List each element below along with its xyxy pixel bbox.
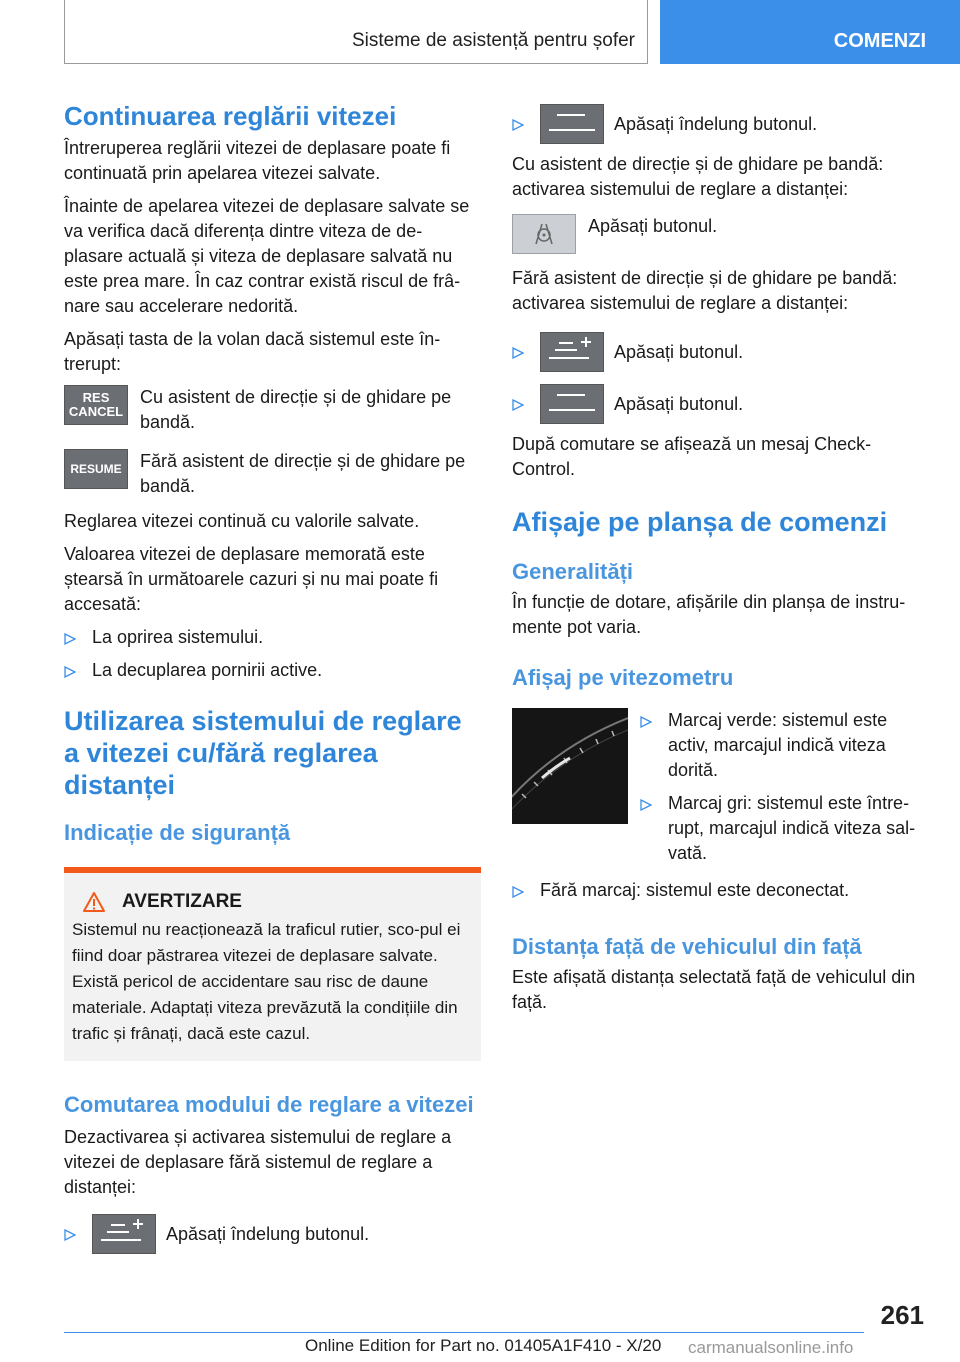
triangle-bullet-icon	[512, 340, 540, 365]
step-text: Apăsați îndelung butonul.	[614, 113, 818, 134]
heading-speedometer: Afișaj pe vitezometru	[512, 665, 734, 690]
speedometer-image	[512, 708, 628, 824]
header-chapter-tab[interactable]	[660, 0, 960, 64]
heading-switch-mode: Comutarea modului de reglare a vitezei	[64, 1092, 474, 1117]
header-section-title: Sisteme de asistență pentru șofer	[351, 30, 635, 51]
list-item	[512, 384, 926, 424]
distance-plus-button-icon	[92, 1214, 156, 1254]
warning-text: Sistemul nu reacționează la traficul rutier, sco-pul ei fiind doar păstrarea vitezei de deplasare salvate. Există pericol de accidentare sau risc de daune materiale. Adaptați viteza prevăzută la condițiile din trafic și frânați, dacă este cazul.	[72, 920, 461, 1043]
paragraph: Dezactivarea și activarea sistemului de reglare a vitezei de deplasare fără sistemul de reglare a distanței:	[64, 1127, 452, 1197]
heading-instrument-displays: Afișaje pe planșa de comenzi	[512, 507, 888, 537]
list-item-text: La oprirea sistemului.	[92, 627, 264, 647]
steering-assist-button-icon	[512, 214, 576, 254]
paragraph: După comutare se afișează un mesaj Check-Control.	[512, 434, 872, 479]
paragraph: Valoarea vitezei de deplasare memorată este ștearsă în următoarele cazuri și nu mai poate fi accesată:	[64, 544, 439, 614]
warning-triangle-icon	[82, 891, 106, 913]
list-item	[640, 708, 926, 783]
list-item	[512, 104, 926, 144]
paragraph: Cu asistent de direcție și de ghidare pe bandă: activarea sistemului de reglare a distanței:	[512, 154, 884, 199]
header-section-box	[64, 0, 648, 64]
step-text: Apăsați butonul.	[614, 341, 744, 362]
list-item	[512, 332, 926, 372]
footer-divider	[64, 1332, 864, 1333]
step-text: Apăsați îndelung butonul.	[166, 1223, 370, 1244]
list-item	[640, 791, 926, 866]
triangle-bullet-icon	[640, 708, 668, 733]
watermark: carmanualsonline.info	[688, 1338, 854, 1357]
icon-description: Fără asistent de direcție și de ghidare pe bandă.	[140, 451, 466, 496]
res-cancel-button-icon: RES CANCEL	[64, 385, 128, 425]
list-item-text: La decuplarea pornirii active.	[92, 660, 323, 680]
icon-row-res-cancel	[64, 385, 481, 435]
icon-row-assist	[512, 214, 926, 254]
warning-box	[64, 867, 481, 1061]
paragraph: Înainte de apelarea vitezei de deplasare salvate se va verifica dacă diferența dintre viteza de de-plasare actuală și viteza de deplasare salvată nu este prea mare. În caz contrar există riscul de frâ-nare sau accelerare nedorită.	[64, 196, 470, 316]
heading-safety: Indicație de siguranță	[64, 820, 291, 845]
resume-button-icon: RESUME	[64, 449, 128, 489]
list-item-text: Fără marcaj: sistemul este deconectat.	[540, 880, 850, 900]
list-item	[512, 878, 926, 903]
list-item	[64, 658, 481, 683]
page-number: 261	[880, 1300, 924, 1330]
list-item-text: Marcaj gri: sistemul este între-rupt, marcajul indică viteza sal-vată.	[668, 793, 916, 863]
list-item	[64, 625, 481, 650]
triangle-bullet-icon	[64, 658, 92, 683]
paragraph: Este afișată distanța selectată față de vehiculul din față.	[512, 967, 916, 1012]
heading-distance: Distanța față de vehiculul din față	[512, 934, 862, 959]
distance-button-icon	[540, 104, 604, 144]
triangle-bullet-icon	[512, 392, 540, 417]
icon-description: Cu asistent de direcție și de ghidare pe bandă.	[140, 387, 452, 432]
triangle-bullet-icon	[512, 878, 540, 903]
paragraph: În funcție de dotare, afișările din planșa de instru-mente pot varia.	[512, 592, 906, 637]
distance-button-icon	[540, 384, 604, 424]
heading-continue-speed: Continuarea reglării vitezei	[64, 101, 397, 131]
triangle-bullet-icon	[64, 1222, 92, 1247]
heading-using-system: Utilizarea sistemului de reglare a vitezei cu/fără reglarea distanței	[64, 706, 462, 800]
icon-description: Apăsați butonul.	[588, 216, 718, 236]
list-item-text: Marcaj verde: sistemul este activ, marcajul indică viteza dorită.	[668, 710, 888, 780]
right-column	[512, 104, 926, 1023]
warning-label: AVERTIZARE	[122, 891, 242, 912]
left-column	[64, 100, 481, 1262]
paragraph: Reglarea vitezei continuă cu valorile salvate.	[64, 511, 420, 531]
heading-general: Generalități	[512, 559, 634, 584]
paragraph: Apăsați tasta de la volan dacă sistemul este în-trerupt:	[64, 329, 441, 374]
distance-plus-button-icon	[540, 332, 604, 372]
icon-row-resume	[64, 449, 481, 499]
warning-header	[82, 891, 473, 913]
triangle-bullet-icon	[64, 625, 92, 650]
speedometer-section	[512, 708, 926, 874]
speedometer-bullets	[640, 708, 926, 874]
paragraph: Fără asistent de direcție și de ghidare pe bandă: activarea sistemului de reglare a distanței:	[512, 268, 898, 313]
paragraph: Întreruperea reglării vitezei de deplasare poate fi continuată prin apelarea vitezei salvate.	[64, 138, 451, 183]
footer-edition: Online Edition for Part no. 01405A1F410 - X/20	[305, 1336, 662, 1355]
triangle-bullet-icon	[640, 791, 668, 816]
header-chapter-label: COMENZI	[833, 30, 926, 52]
list-item	[64, 1214, 481, 1254]
triangle-bullet-icon	[512, 112, 540, 137]
step-text: Apăsați butonul.	[614, 393, 744, 414]
